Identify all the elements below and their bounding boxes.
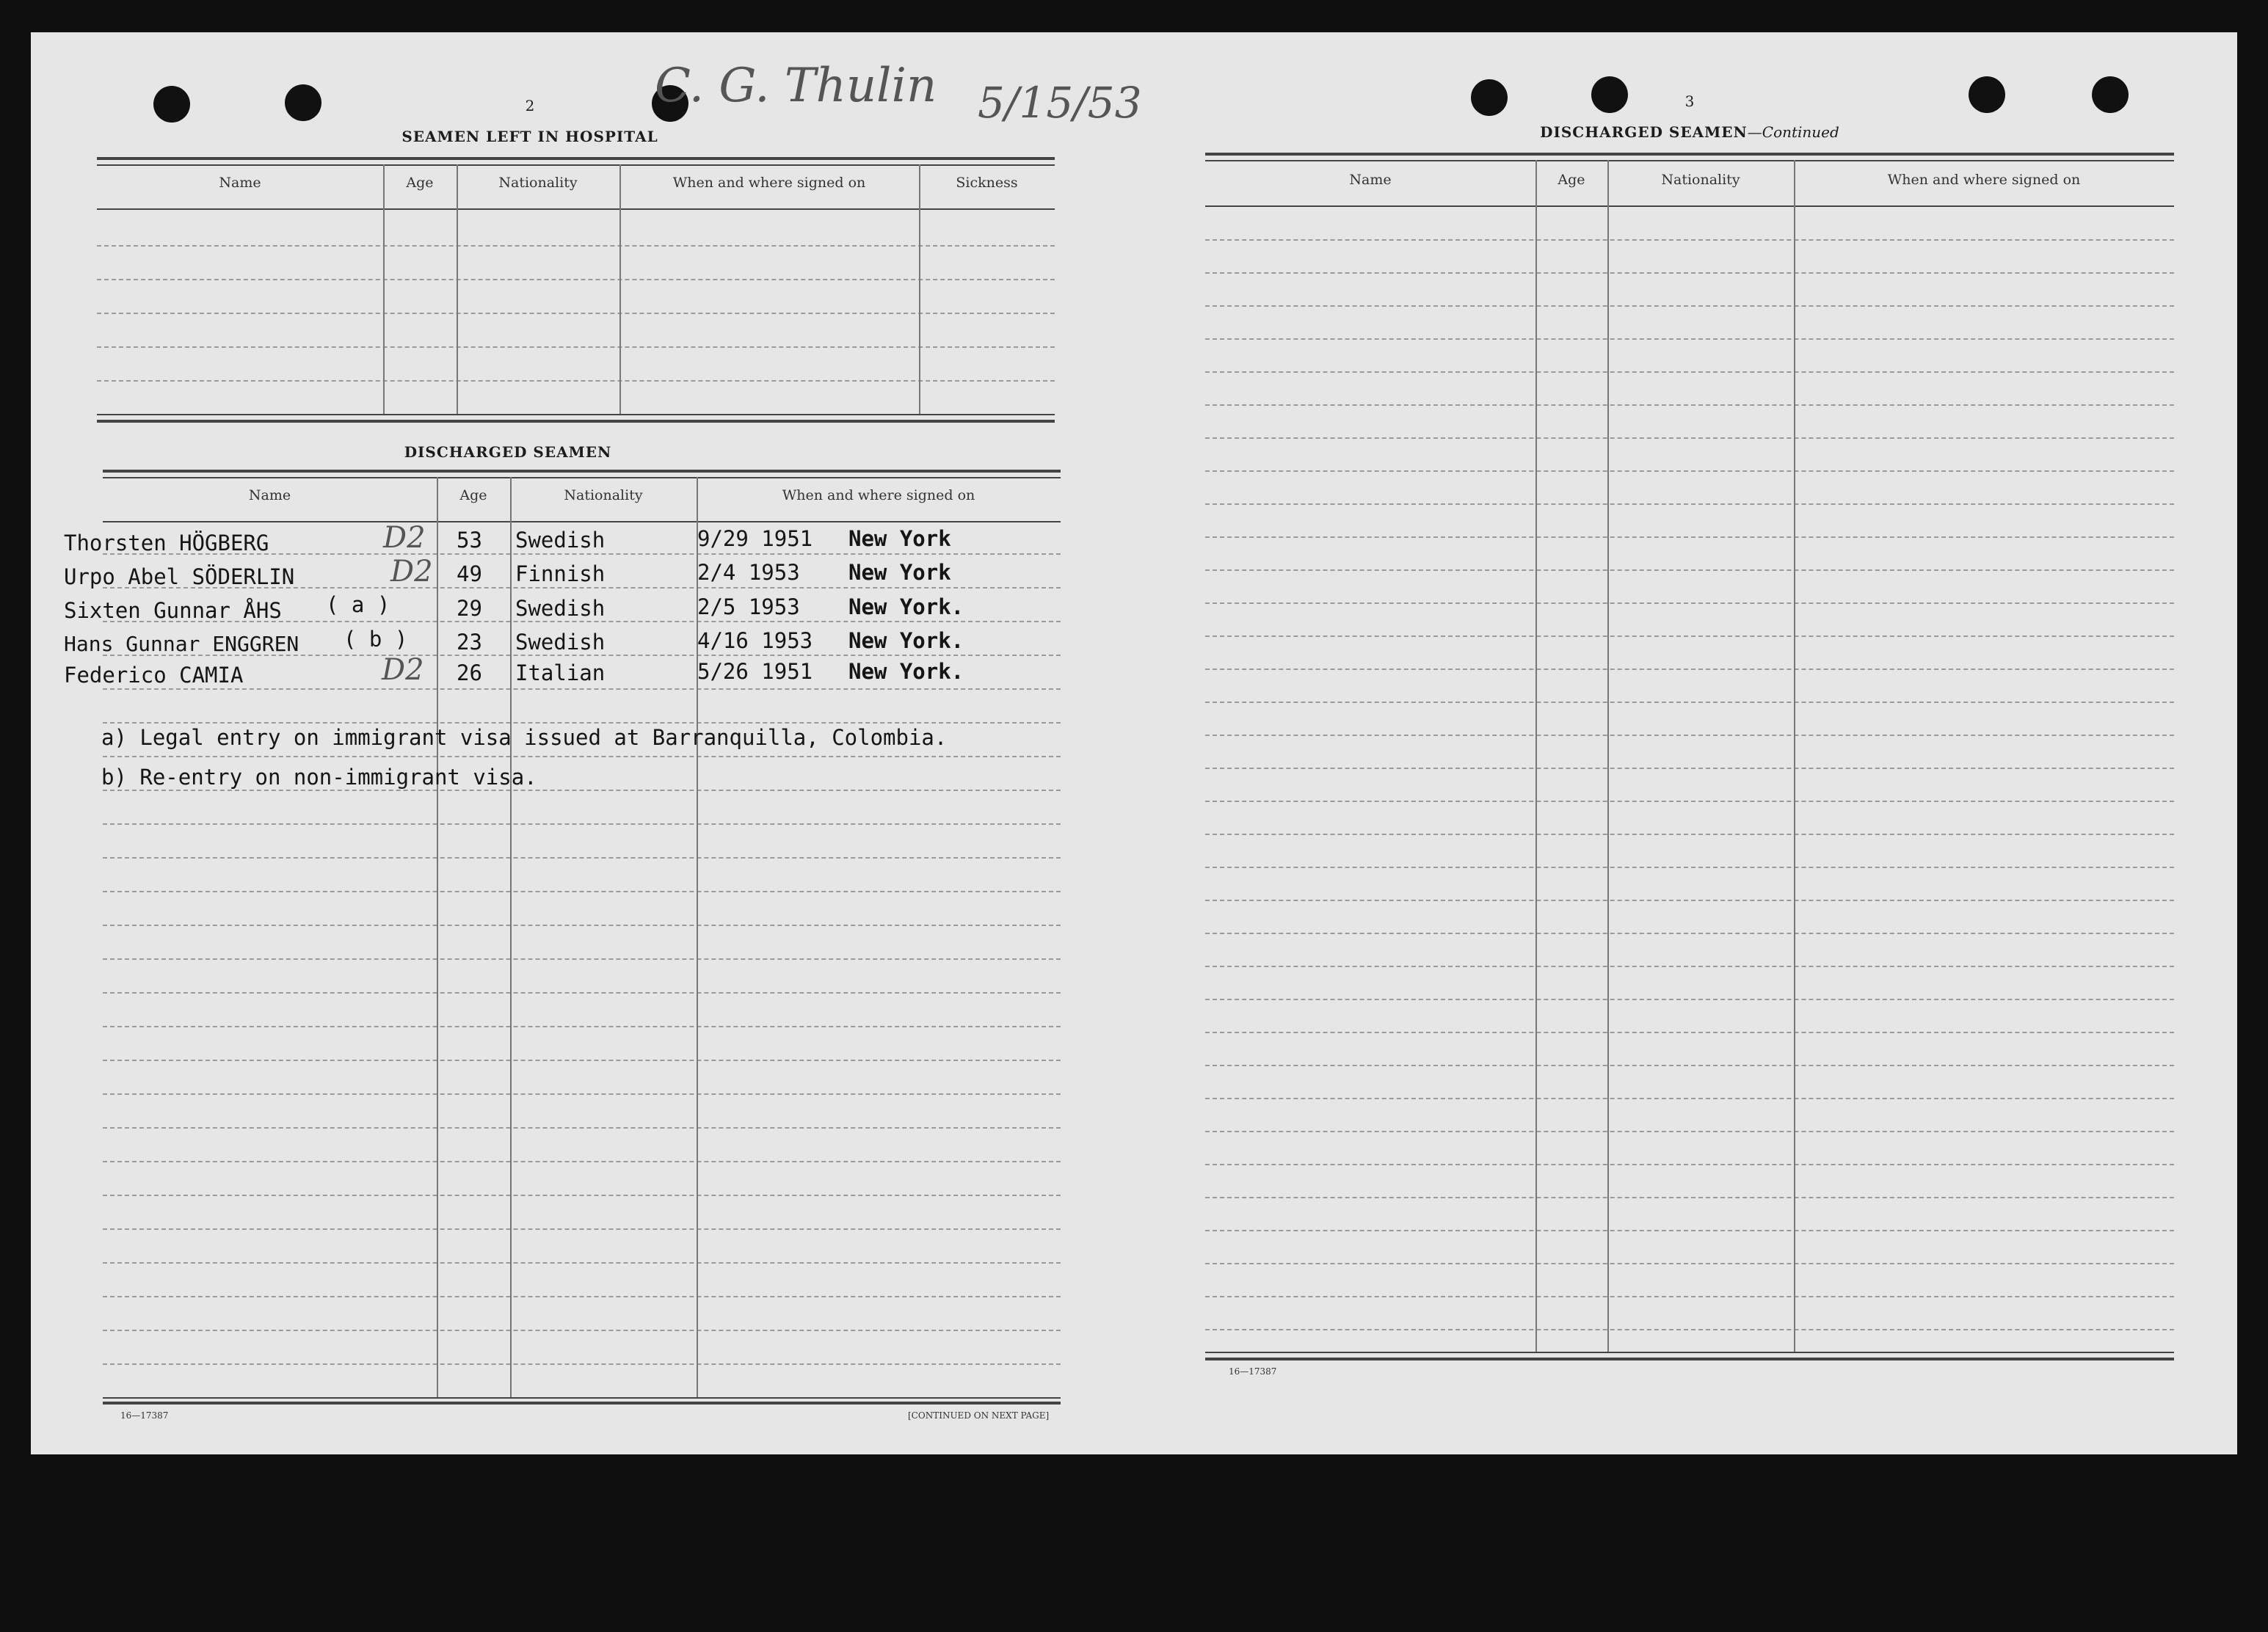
manifest-sheet — [31, 32, 2237, 1454]
row-line — [103, 823, 1061, 825]
seaman-age: 53 — [457, 528, 482, 553]
row-line — [1205, 1131, 2174, 1132]
row-line — [1205, 966, 2174, 967]
table-border — [97, 420, 1055, 423]
column-divider — [457, 164, 458, 414]
signed-on-date: 4/16 1953 — [697, 628, 813, 653]
table-border — [1205, 1352, 2174, 1353]
footnote: b) Re-entry on non-immigrant visa. — [101, 765, 537, 790]
column-header-sickness: Sickness — [956, 175, 1018, 191]
table-border — [1205, 160, 2174, 161]
table-border — [103, 1402, 1061, 1405]
seaman-name: Urpo Abel SÖDERLIN — [64, 564, 295, 589]
row-line — [103, 1127, 1061, 1129]
row-line — [1205, 602, 2174, 604]
row-line — [103, 1161, 1061, 1162]
signature: C. G. Thulin — [655, 59, 937, 113]
row-line — [1205, 1065, 2174, 1066]
column-divider — [619, 164, 621, 414]
table-border — [103, 521, 1061, 522]
row-line — [1205, 834, 2174, 835]
handwritten-date: 5/15/53 — [978, 78, 1142, 128]
seaman-age: 29 — [457, 596, 482, 621]
row-line — [1205, 933, 2174, 934]
row-line — [1205, 1197, 2174, 1198]
row-line — [1205, 1263, 2174, 1264]
column-header-name: Name — [248, 487, 291, 503]
row-line — [97, 313, 1055, 314]
handwritten-tag: D2 — [382, 653, 424, 687]
row-line — [103, 1195, 1061, 1196]
seaman-name: Sixten Gunnar ÅHS — [64, 598, 282, 623]
row-line — [1205, 1230, 2174, 1231]
page-number: 2 — [525, 97, 535, 114]
signed-on-place: New York. — [848, 628, 964, 653]
column-divider — [1794, 160, 1795, 1352]
row-line — [1205, 569, 2174, 571]
table-border — [103, 470, 1061, 473]
row-line — [1205, 305, 2174, 307]
row-line — [1205, 999, 2174, 1000]
column-header-age: Age — [1558, 172, 1585, 188]
handwritten-tag: D2 — [390, 555, 433, 589]
signed-on-date: 5/26 1951 — [697, 659, 813, 684]
section-title: DISCHARGED SEAMEN — [1540, 123, 1748, 141]
table-border — [103, 1397, 1061, 1399]
row-line — [103, 1363, 1061, 1365]
punch-hole — [153, 86, 190, 123]
row-line — [1205, 867, 2174, 868]
seaman-age: 23 — [457, 630, 482, 655]
seaman-nationality: Swedish — [515, 528, 606, 553]
discharged-section-title: DISCHARGED SEAMEN — [404, 443, 612, 461]
row-line — [103, 958, 1061, 960]
form-number: 16—17387 — [1229, 1366, 1277, 1377]
row-line — [1205, 1098, 2174, 1099]
table-border — [1205, 153, 2174, 156]
seaman-name: Hans Gunnar ENGGREN — [64, 632, 299, 656]
column-header-signed-on: When and where signed on — [1887, 172, 2081, 188]
seaman-nationality: Italian — [515, 660, 606, 685]
column-header-name: Name — [219, 175, 261, 191]
row-line — [103, 722, 1061, 724]
signed-on-date: 2/4 1953 — [697, 560, 800, 585]
row-line — [1205, 437, 2174, 439]
row-line — [1205, 900, 2174, 901]
row-line — [103, 688, 1061, 690]
column-header-signed-on: When and where signed on — [782, 487, 975, 503]
column-header-signed-on: When and where signed on — [672, 175, 866, 191]
row-line — [97, 380, 1055, 382]
punch-hole — [285, 84, 321, 121]
row-line — [1205, 404, 2174, 406]
column-divider — [1535, 160, 1537, 1352]
seaman-name: Thorsten HÖGBERG — [64, 531, 269, 555]
row-line — [103, 1093, 1061, 1095]
table-border — [1205, 205, 2174, 207]
row-line — [1205, 338, 2174, 340]
row-line — [103, 790, 1061, 791]
continued-suffix: —Continued — [1747, 123, 1839, 141]
hospital-section-title: SEAMEN LEFT IN HOSPITAL — [401, 128, 658, 145]
row-line — [1205, 503, 2174, 505]
punch-hole — [1591, 76, 1628, 113]
seaman-age: 49 — [457, 561, 482, 586]
row-line — [103, 756, 1061, 757]
row-line — [1205, 536, 2174, 538]
signed-on-place: New York. — [848, 594, 964, 619]
table-border — [97, 208, 1055, 210]
row-line — [1205, 1296, 2174, 1297]
column-header-age: Age — [406, 175, 434, 191]
row-line — [97, 279, 1055, 280]
column-header-age: Age — [459, 487, 487, 503]
column-header-nationality: Nationality — [1661, 172, 1740, 188]
row-line — [103, 1296, 1061, 1297]
row-line — [103, 925, 1061, 926]
column-divider — [383, 164, 385, 414]
signed-on-place: New York — [848, 526, 951, 551]
footnote: a) Legal entry on immigrant visa issued at Barranquilla, Colombia. — [101, 725, 948, 750]
seaman-name: Federico CAMIA — [64, 663, 244, 688]
seaman-nationality: Swedish — [515, 596, 606, 621]
row-line — [1205, 635, 2174, 637]
column-header-nationality: Nationality — [498, 175, 578, 191]
seaman-nationality: Swedish — [515, 630, 606, 655]
continued-note: [CONTINUED ON NEXT PAGE] — [908, 1410, 1050, 1421]
row-line — [1205, 1032, 2174, 1033]
row-line — [1205, 371, 2174, 373]
row-line — [1205, 801, 2174, 802]
handwritten-tag: D2 — [383, 521, 426, 555]
table-border — [97, 164, 1055, 166]
entry-note: ( b ) — [344, 627, 408, 652]
row-line — [103, 1060, 1061, 1061]
row-line — [1205, 470, 2174, 472]
row-line — [1205, 735, 2174, 736]
punch-hole — [2092, 76, 2129, 113]
table-border — [97, 157, 1055, 160]
column-divider — [1607, 160, 1609, 1352]
column-divider — [919, 164, 920, 414]
page-number: 3 — [1684, 92, 1695, 110]
row-line — [1205, 768, 2174, 769]
row-line — [103, 1330, 1061, 1331]
row-line — [1205, 1164, 2174, 1165]
punch-hole — [1471, 79, 1508, 116]
continued-section-title — [1411, 123, 1969, 141]
row-line — [1205, 239, 2174, 241]
form-number: 16—17387 — [120, 1410, 169, 1421]
row-line — [1205, 272, 2174, 274]
column-divider — [510, 477, 512, 1397]
row-line — [103, 857, 1061, 859]
column-divider — [437, 477, 438, 1397]
column-header-nationality: Nationality — [564, 487, 643, 503]
row-line — [1205, 669, 2174, 670]
row-line — [103, 1026, 1061, 1027]
table-border — [103, 477, 1061, 478]
row-line — [1205, 702, 2174, 703]
signed-on-place: New York. — [848, 659, 964, 684]
table-border — [97, 414, 1055, 415]
table-border — [1205, 1358, 2174, 1360]
signed-on-date: 2/5 1953 — [697, 594, 800, 619]
row-line — [97, 346, 1055, 348]
row-line — [103, 891, 1061, 892]
punch-hole — [1969, 76, 2005, 113]
row-line — [103, 1262, 1061, 1264]
signed-on-date: 9/29 1951 — [697, 526, 813, 551]
row-line — [103, 1228, 1061, 1230]
row-line — [97, 245, 1055, 247]
seaman-nationality: Finnish — [515, 561, 606, 586]
seaman-age: 26 — [457, 660, 482, 685]
row-line — [1205, 1329, 2174, 1330]
entry-note: ( a ) — [326, 592, 390, 617]
signed-on-place: New York — [848, 560, 951, 585]
row-line — [103, 992, 1061, 994]
column-header-name: Name — [1349, 172, 1392, 188]
